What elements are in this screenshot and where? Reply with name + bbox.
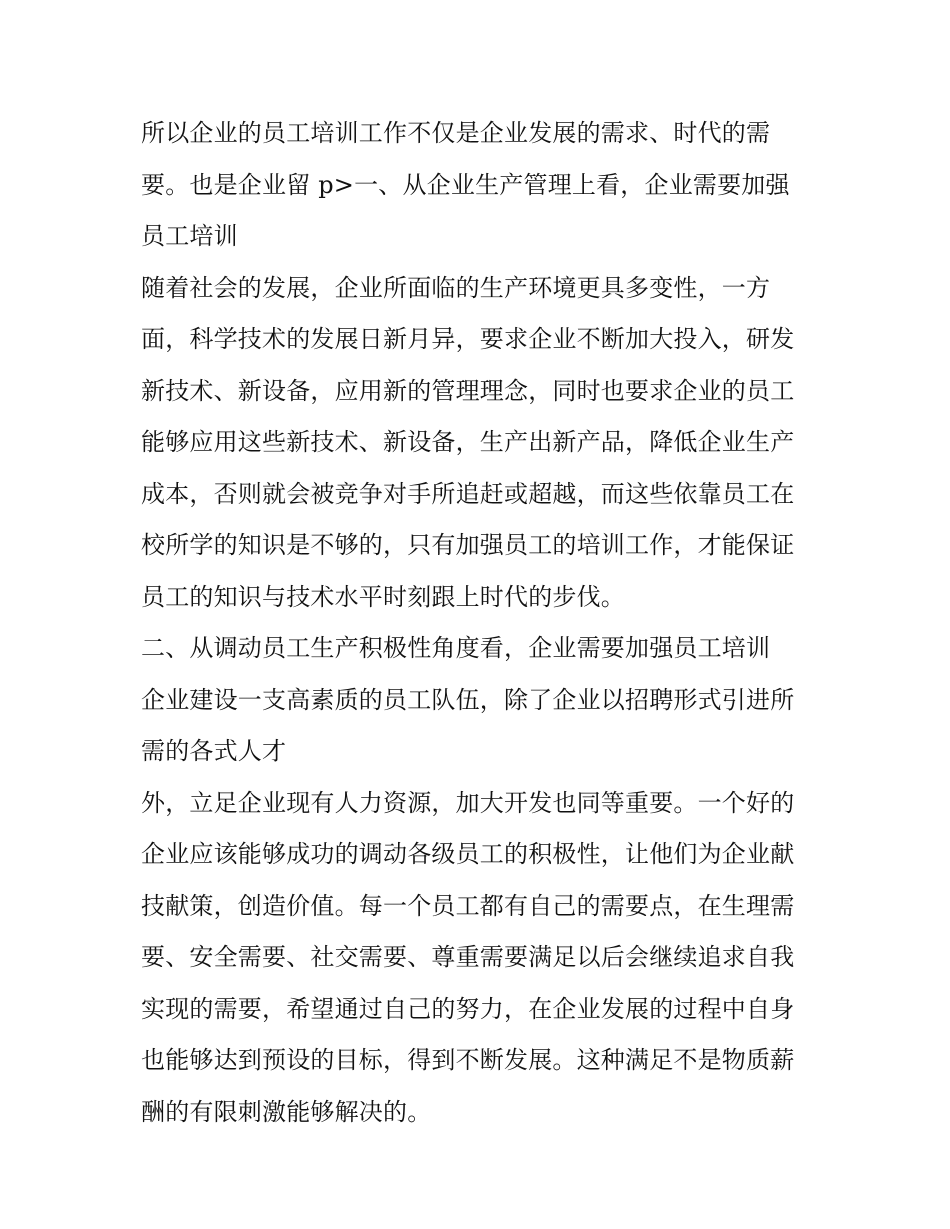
text-line: 校所学的知识是不够的，只有加强员工的培训工作，才能保证 bbox=[141, 531, 795, 559]
text-line: 要、安全需要、社交需要、尊重需要满足以后会继续追求自我 bbox=[141, 943, 795, 971]
text-line: 面，科学技术的发展日新月异，要求企业不断加大投入，研发 bbox=[141, 325, 795, 353]
text-line: 成本，否则就会被竞争对手所追赶或超越，而这些依靠员工在 bbox=[141, 479, 795, 508]
text-line: 员工的知识与技术水平时刻跟上时代的步伐。 bbox=[141, 582, 625, 611]
text-line: 也能够达到预设的目标，得到不断发展。这种满足不是物质薪 bbox=[141, 1046, 795, 1074]
text-line: 员工培训 bbox=[141, 222, 238, 250]
text-line: 所以企业的员工培训工作不仅是企业发展的需求、时代的需 bbox=[141, 119, 771, 147]
text-line: 外，立足企业现有人力资源，加大开发也同等重要。一个好的 bbox=[141, 788, 795, 817]
body-text bbox=[141, 108, 841, 1138]
text-line: 技献策，创造价值。每一个员工都有自己的需要点，在生理需 bbox=[141, 891, 795, 920]
text-line: 企业建设一支高素质的员工队伍，除了企业以招聘形式引进所 bbox=[141, 685, 795, 714]
text-line: 随着社会的发展，企业所面临的生产环境更具多变性，一方 bbox=[141, 273, 771, 302]
text-line: 二、从调动员工生产积极性角度看，企业需要加强员工培训 bbox=[141, 634, 771, 662]
text-line: 能够应用这些新技术、新设备，生产出新产品，降低企业生产 bbox=[141, 428, 795, 456]
text-line: 需的各式人才 bbox=[141, 737, 287, 765]
text-line: 新技术、新设备，应用新的管理理念，同时也要求企业的员工 bbox=[141, 376, 795, 405]
text-line: 酬的有限刺激能够解决的。 bbox=[141, 1097, 432, 1126]
text-line: 企业应该能够成功的调动各级员工的积极性，让他们为企业献 bbox=[141, 840, 795, 868]
text-line: 实现的需要，希望通过自己的努力，在企业发展的过程中自身 bbox=[141, 994, 795, 1023]
text-line: 要。也是企业留 p>一、从企业生产管理上看，企业需要加强 bbox=[141, 170, 790, 199]
